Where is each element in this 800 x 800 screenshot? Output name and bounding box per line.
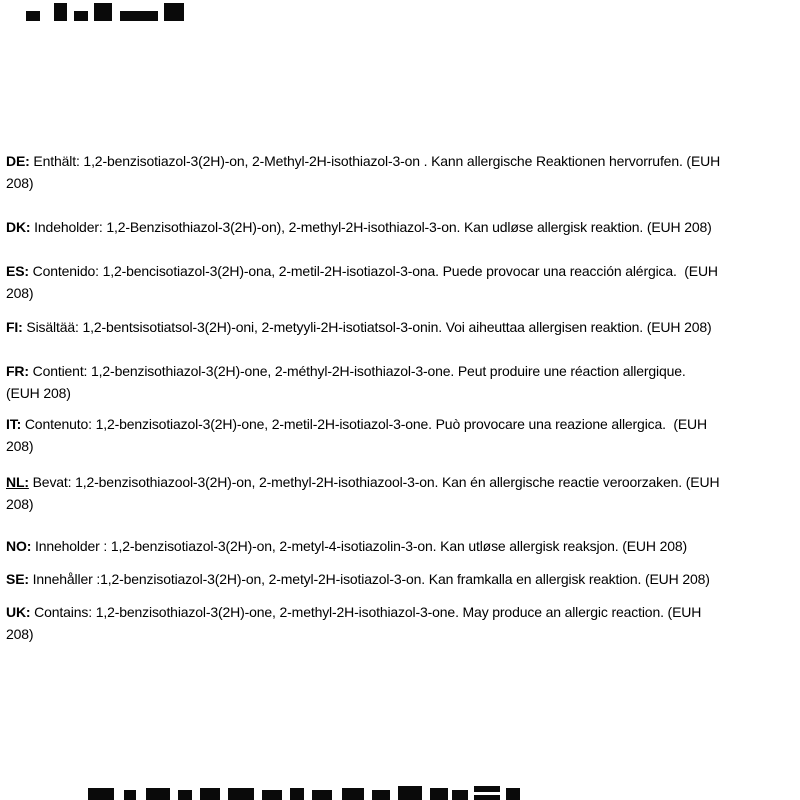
euh208-statement-uk: [6, 601, 794, 645]
language-code-es: ES:: [6, 263, 29, 279]
euh208-statement-de: [6, 150, 794, 194]
statement-line: [6, 535, 794, 557]
statement-line: [6, 150, 794, 172]
statement-line: [6, 360, 794, 382]
euh208-statement-no: [6, 535, 794, 557]
euh208-statement-dk: [6, 216, 794, 238]
language-code-de: DE:: [6, 153, 30, 169]
language-code-uk: UK:: [6, 604, 31, 620]
statement-text: Contenido: 1,2-bencisotiazol-3(2H)-ona, 2-metil-2H-isotiazol-3-ona. Puede provocar una reacción alérgica. (EUH: [28, 263, 718, 279]
statement-text: Contenuto: 1,2-benzisotiazol-3(2H)-one, 2-metil-2H-isotiazol-3-one. Può provocare una reazione allergica. (EUH: [21, 416, 707, 432]
statement-line: [6, 216, 794, 238]
language-code-nl: NL:: [6, 474, 29, 490]
language-code-no: NO:: [6, 538, 32, 554]
statement-text: Bevat: 1,2-benzisothiazool-3(2H)-on, 2-methyl-2H-isothiazool-3-on. Kan én allergische reactie veroorzaken. (EUH: [28, 474, 720, 490]
statement-line: [6, 601, 794, 623]
euh208-statement-nl: [6, 471, 794, 515]
statement-line-continued: 208): [6, 285, 34, 301]
statement-line: [6, 471, 794, 493]
statement-line: [6, 568, 794, 590]
language-code-dk: DK:: [6, 219, 31, 235]
euh208-statement-fi: [6, 316, 794, 338]
statement-line-continued: (EUH 208): [6, 385, 71, 401]
language-code-it: IT:: [6, 416, 22, 432]
statement-line: [6, 413, 794, 435]
language-code-se: SE:: [6, 571, 29, 587]
statement-text: Enthält: 1,2-benzisotiazol-3(2H)-on, 2-Methyl-2H-isothiazol-3-on . Kann allergische Reaktionen hervorrufen. (EUH: [29, 153, 721, 169]
statement-line-continued: 208): [6, 438, 34, 454]
statement-text: Contient: 1,2-benzisothiazol-3(2H)-one, 2-méthyl-2H-isothiazol-3-one. Peut produire une réaction allergique.: [28, 363, 686, 379]
euh208-statement-se: [6, 568, 794, 590]
euh208-statement-es: [6, 260, 794, 304]
cropped-text-fragment-bottom: [0, 784, 800, 800]
statement-line: [6, 260, 794, 282]
language-code-fr: FR:: [6, 363, 29, 379]
statement-line: [6, 316, 794, 338]
statement-line-continued: 208): [6, 626, 34, 642]
euh208-statement-fr: [6, 360, 794, 404]
statement-text: Indeholder: 1,2-Benzisothiazol-3(2H)-on), 2-methyl-2H-isothiazol-3-on. Kan udløse allergisk reaktion. (EUH 208): [30, 219, 712, 235]
statement-text: Sisältää: 1,2-bentsisotiatsol-3(2H)-oni, 2-metyyli-2H-isotiatsol-3-onin. Voi aiheuttaa allergisen reaktion. (EUH 208): [22, 319, 712, 335]
language-code-fi: FI:: [6, 319, 23, 335]
statement-line-continued: 208): [6, 496, 34, 512]
statement-text: Innehåller :1,2-benzisotiazol-3(2H)-on, 2-metyl-2H-isotiazol-3-on. Kan framkalla en allergisk reaktion. (EUH 208): [28, 571, 710, 587]
euh208-statement-it: [6, 413, 794, 457]
statement-text: Contains: 1,2-benzisothiazol-3(2H)-one, 2-methyl-2H-isothiazol-3-one. May produce an allergic reaction. (EUH: [30, 604, 702, 620]
statement-line-continued: 208): [6, 175, 34, 191]
statement-text: Inneholder : 1,2-benzisotiazol-3(2H)-on, 2-metyl-4-isotiazolin-3-on. Kan utløse allergisk reaksjon. (EUH 208): [31, 538, 688, 554]
